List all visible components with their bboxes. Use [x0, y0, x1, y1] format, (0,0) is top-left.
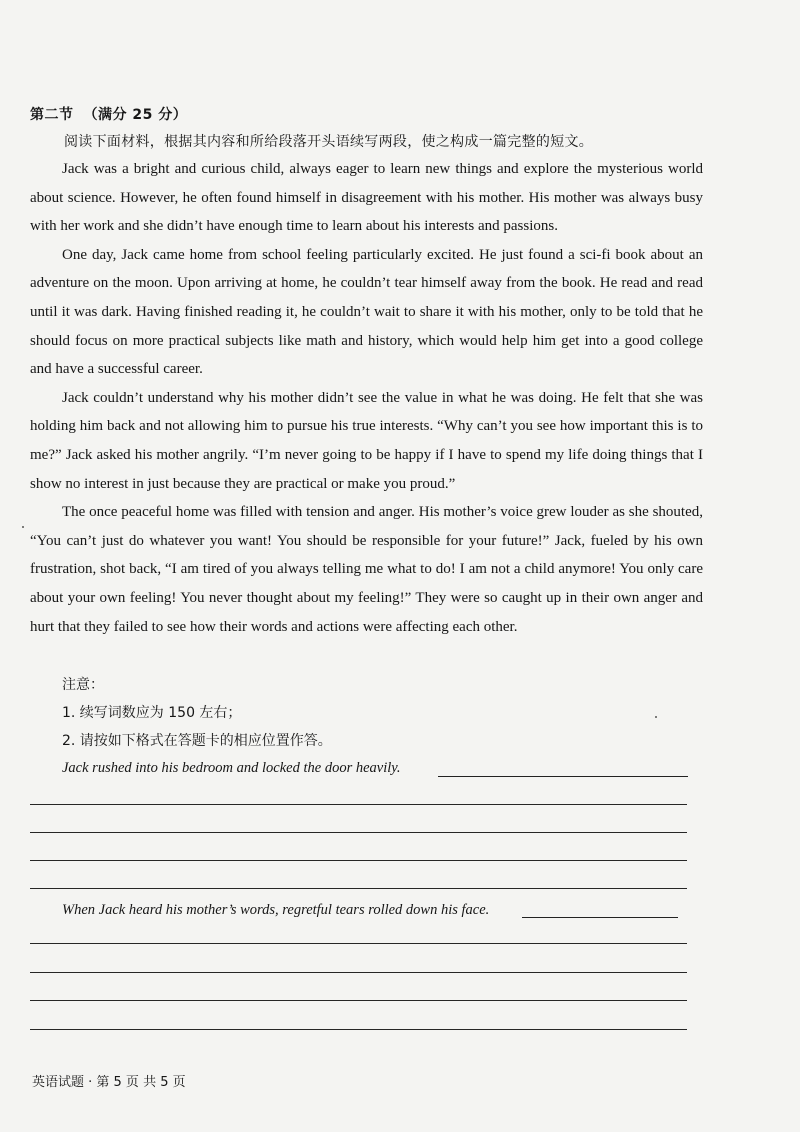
scan-speck — [655, 716, 657, 718]
passage-paragraph-4: The once peaceful home was filled with tension and anger. His mother’s voice grew louder as she shouted, “You can’t just do whatever you want! You should be responsible for your future!” Jack, fueled by his own frustration, shot back, “I am tired of you always telling me what to do! I am not a child anymore! You only care about your own feeling! You never thought about my feeling!” They were so caught up in their own anger and hurt that they failed to see how their words and actions were affecting each other. — [30, 504, 703, 635]
section-title: 第二节 — [30, 107, 74, 123]
reading-passage — [30, 155, 703, 641]
notes-block — [62, 671, 332, 755]
scan-speck — [22, 526, 24, 528]
paragraph-2-opening: When Jack heard his mother’s words, regretful tears rolled down his face. — [62, 902, 490, 918]
answer-line[interactable] — [30, 943, 687, 944]
page-footer: 英语试题 · 第 5 页 共 5 页 — [32, 1075, 186, 1090]
answer-line[interactable] — [30, 860, 687, 861]
section-heading — [30, 104, 187, 124]
note-item-1: 1. 续写词数应为 150 左右； — [62, 705, 242, 721]
answer-line-2-start[interactable] — [522, 917, 678, 918]
answer-line[interactable] — [30, 1029, 687, 1030]
passage-paragraph-1: Jack was a bright and curious child, always eager to learn new things and explore the mysterious world about science. However, he often found himself in disagreement with his mother. His mother was always busy with her work and she didn’t have enough time to learn about his interests and passions. — [30, 161, 703, 235]
section-score: （满分 25 分） — [83, 107, 188, 123]
answer-line-1-start[interactable] — [438, 776, 688, 777]
notes-heading: 注意： — [62, 677, 104, 693]
answer-line[interactable] — [30, 888, 687, 889]
answer-line[interactable] — [30, 972, 687, 973]
task-instruction: 阅读下面材料，根据其内容和所给段落开头语续写两段，使之构成一篇完整的短文。 — [64, 134, 594, 150]
answer-line[interactable] — [30, 1000, 687, 1001]
note-item-2: 2. 请按如下格式在答题卡的相应位置作答。 — [62, 733, 332, 749]
passage-paragraph-3: Jack couldn’t understand why his mother didn’t see the value in what he was doing. He felt that she was holding him back and not allowing him to pursue his true interests. “Why can’t you see how important this is to me?” Jack asked his mother angrily. “I’m never going to be happy if I have to spend my life doing things that I show no interest in just because they are practical or make you proud.” — [30, 389, 703, 492]
passage-paragraph-2: One day, Jack came home from school feeling particularly excited. He just found a sci-fi book about an adventure on the moon. Upon arriving at home, he couldn’t tear himself away from the book. He read and read until it was dark. Having finished reading it, he couldn’t wait to share it with his mother, only to be told that he should focus on more practical subjects like math and history, which would help him get into a good college and have a successful career. — [30, 246, 703, 378]
answer-line[interactable] — [30, 832, 687, 833]
answer-line[interactable] — [30, 804, 687, 805]
paragraph-1-opening: Jack rushed into his bedroom and locked the door heavily. — [62, 760, 401, 776]
